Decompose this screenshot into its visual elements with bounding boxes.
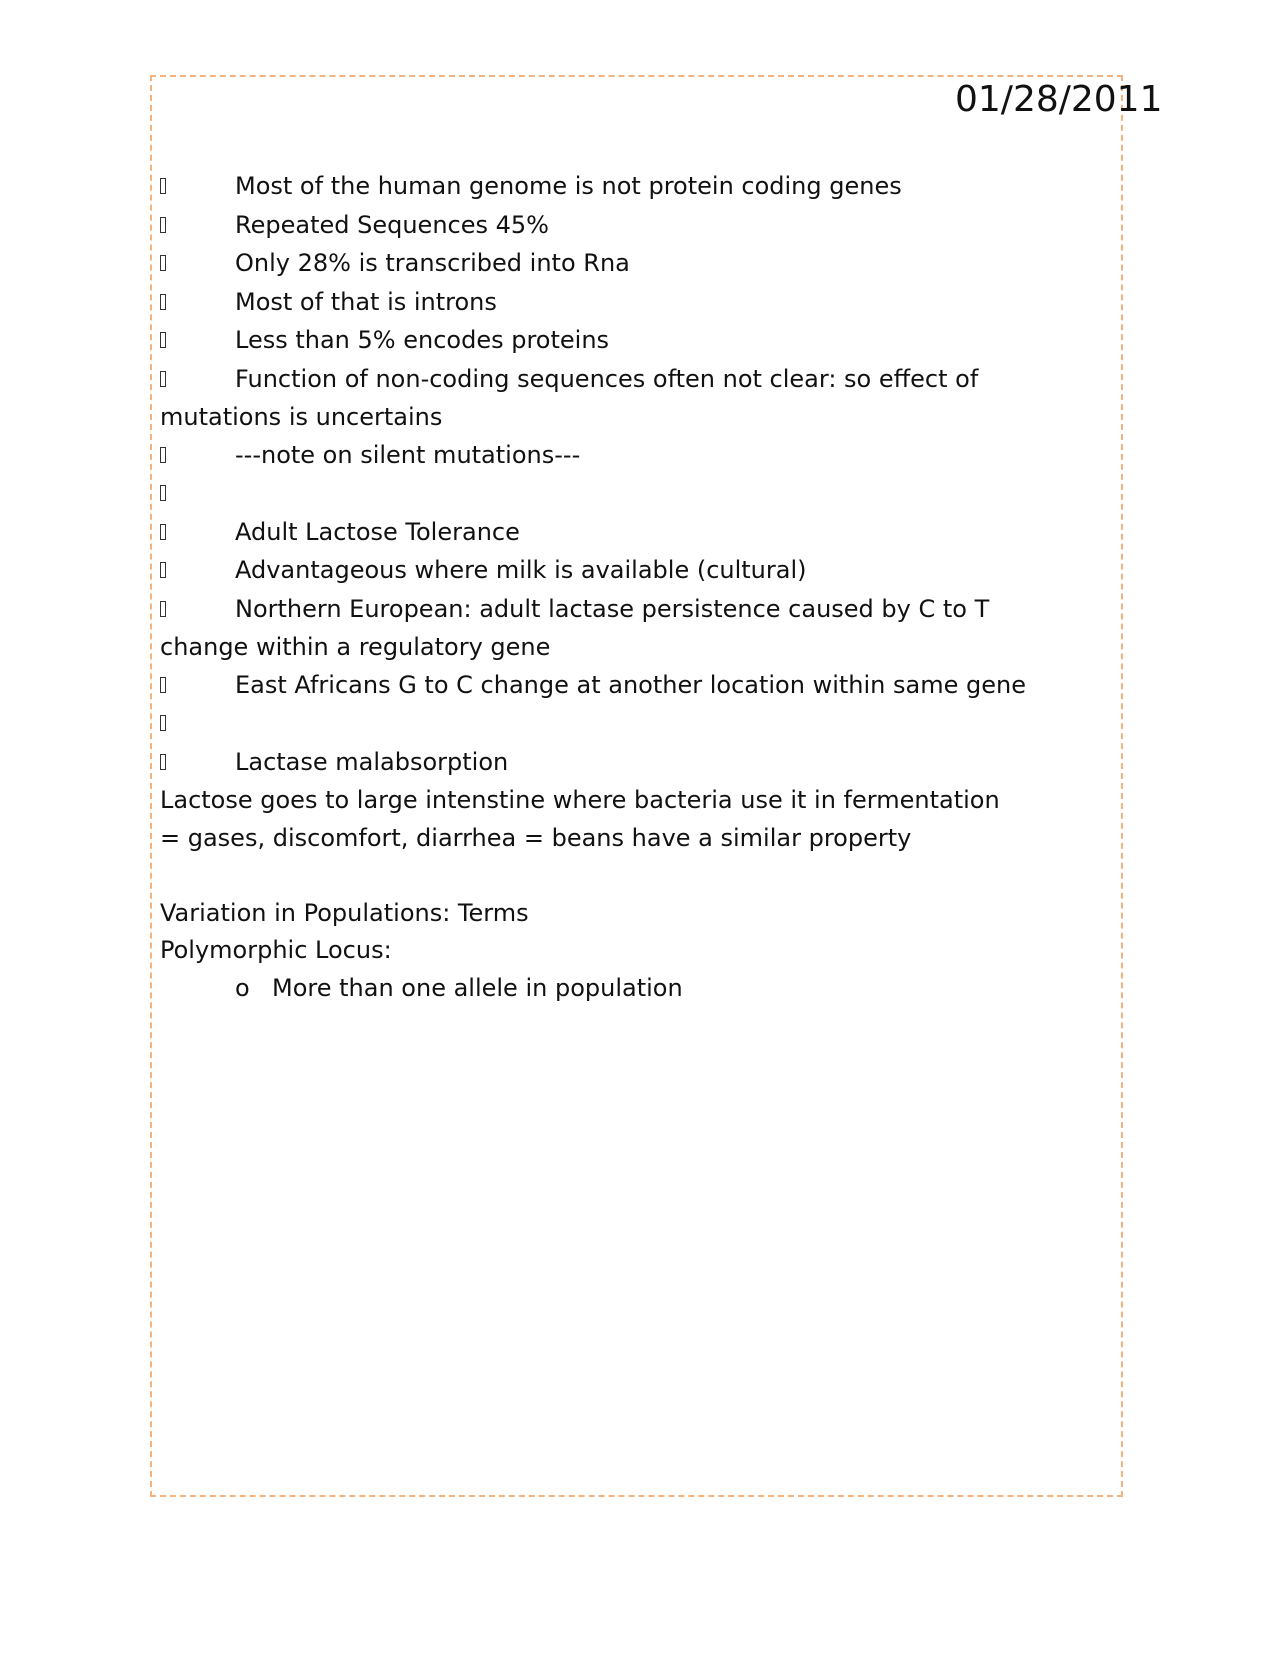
paragraph-line: = gases, discomfort, diarrhea = beans have a similar property bbox=[160, 823, 912, 852]
list-item-text: Advantageous where milk is available (cultural) bbox=[235, 556, 807, 584]
bullet-icon bbox=[160, 322, 235, 361]
bullet-icon bbox=[160, 284, 235, 323]
bullet-icon bbox=[160, 207, 235, 246]
page-date: 01/28/2011 bbox=[955, 79, 1163, 120]
bullet-icon bbox=[160, 667, 235, 706]
bullet-icon bbox=[160, 475, 235, 514]
bullet-icon bbox=[160, 361, 235, 400]
empty-list-item bbox=[160, 705, 1090, 744]
list-item-text: Only 28% is transcribed into Rna bbox=[235, 249, 630, 277]
list-item-text: ---note on silent mutations--- bbox=[235, 440, 581, 469]
bullet-icon bbox=[160, 744, 235, 783]
list-item bbox=[160, 361, 1090, 400]
sub-list-item-text: More than one allele in population bbox=[272, 973, 683, 1002]
list-item bbox=[160, 437, 1090, 476]
list-item-text: Lactase malabsorption bbox=[235, 747, 509, 776]
wrapped-line: change within a regulatory gene bbox=[160, 633, 551, 661]
bullet-icon bbox=[160, 245, 235, 284]
list-item-text: Most of that is introns bbox=[235, 287, 497, 316]
spacer bbox=[160, 857, 1090, 895]
list-item bbox=[160, 245, 1090, 284]
list-item bbox=[160, 207, 1090, 246]
wrapped-line: mutations is uncertains bbox=[160, 403, 443, 431]
list-item-text: East Africans G to C change at another location within same gene bbox=[235, 670, 1026, 699]
list-item bbox=[160, 284, 1090, 323]
notes-body bbox=[160, 168, 1090, 1007]
list-item bbox=[160, 667, 1090, 706]
list-item-text: Adult Lactose Tolerance bbox=[235, 517, 520, 546]
empty-list-item bbox=[160, 475, 1090, 514]
bullet-icon bbox=[160, 168, 235, 207]
list-item-text: Less than 5% encodes proteins bbox=[235, 326, 610, 354]
bullet-icon bbox=[160, 552, 235, 591]
list-item bbox=[160, 322, 1090, 361]
sub-list-item bbox=[160, 970, 1090, 1008]
bullet-icon bbox=[160, 514, 235, 553]
section-heading: Variation in Populations: Terms bbox=[160, 898, 529, 927]
list-item-text: Repeated Sequences 45% bbox=[235, 210, 549, 239]
list-item-text: Function of non-coding sequences often not clear: so effect of bbox=[235, 364, 979, 393]
bullet-icon bbox=[160, 705, 235, 744]
paragraph-line: Lactose goes to large intenstine where bacteria use it in fermentation bbox=[160, 786, 1000, 814]
list-item bbox=[160, 591, 1090, 630]
bullet-icon bbox=[160, 591, 235, 630]
sub-bullet-marker: o bbox=[235, 973, 250, 1002]
list-item-text: Most of the human genome is not protein coding genes bbox=[235, 172, 902, 200]
list-item bbox=[160, 168, 1090, 207]
bullet-icon bbox=[160, 437, 235, 476]
list-item bbox=[160, 744, 1090, 783]
term-heading: Polymorphic Locus: bbox=[160, 936, 392, 964]
list-item-text: Northern European: adult lactase persistence caused by C to T bbox=[235, 594, 990, 623]
list-item bbox=[160, 552, 1090, 591]
list-item bbox=[160, 514, 1090, 553]
